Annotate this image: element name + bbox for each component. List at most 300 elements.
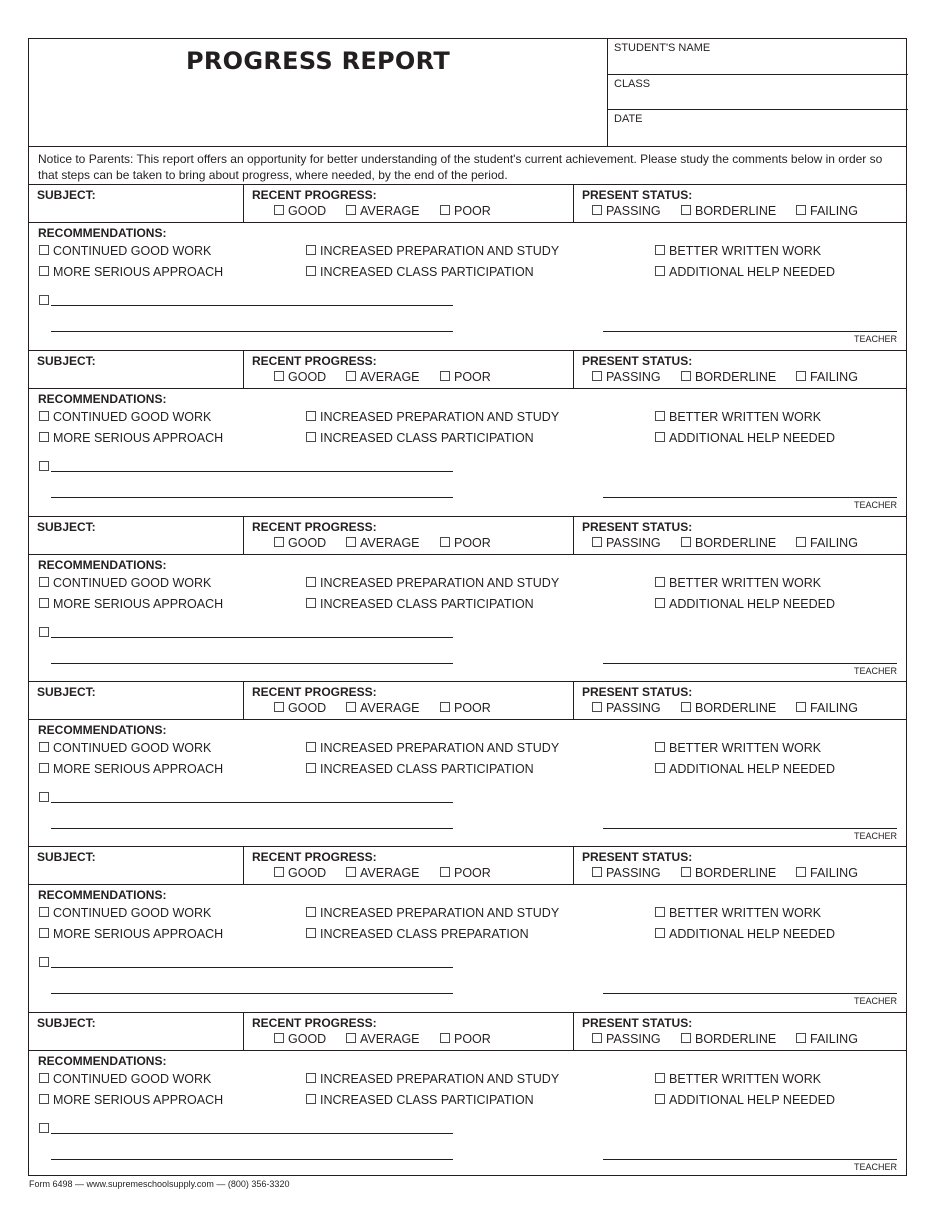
status-option[interactable] bbox=[681, 536, 776, 550]
progress-option[interactable] bbox=[346, 370, 420, 384]
checkbox-icon[interactable] bbox=[346, 537, 356, 547]
subject-cell[interactable] bbox=[29, 1013, 243, 1050]
subject-label: SUBJECT: bbox=[37, 1015, 96, 1030]
progress-option-label: AVERAGE bbox=[360, 535, 420, 550]
subject-header-row bbox=[29, 517, 906, 555]
progress-option-label: GOOD bbox=[288, 700, 327, 715]
subject-section bbox=[29, 681, 906, 846]
progress-option[interactable] bbox=[274, 370, 326, 384]
recommendation-option[interactable] bbox=[306, 906, 559, 920]
present-status-label: PRESENT STATUS: bbox=[582, 850, 693, 865]
checkbox-icon[interactable] bbox=[655, 763, 665, 773]
status-option[interactable] bbox=[681, 866, 776, 880]
present-status-cell bbox=[573, 351, 908, 388]
checkbox-icon[interactable] bbox=[346, 867, 356, 877]
recommendation-option[interactable] bbox=[39, 597, 223, 611]
status-option-label: BORDERLINE bbox=[695, 204, 777, 218]
checkbox-icon[interactable] bbox=[655, 411, 665, 421]
progress-report-form bbox=[28, 38, 907, 1176]
recommendation-label: INCREASED PREPARATION AND STUDY bbox=[320, 1071, 560, 1086]
recommendation-option[interactable] bbox=[655, 265, 835, 279]
checkbox-icon[interactable] bbox=[655, 598, 665, 608]
status-option-label: PASSING bbox=[606, 535, 661, 550]
recommendations-label: RECOMMENDATIONS: bbox=[38, 722, 167, 737]
subject-header-row bbox=[29, 682, 906, 720]
progress-option-label: AVERAGE bbox=[360, 1031, 420, 1046]
checkbox-icon[interactable] bbox=[655, 432, 665, 442]
checkbox-icon[interactable] bbox=[346, 1033, 356, 1043]
recommendation-option[interactable] bbox=[39, 265, 223, 279]
checkbox-icon[interactable] bbox=[306, 1094, 316, 1104]
recommendation-option[interactable] bbox=[655, 244, 821, 258]
checkbox-icon[interactable] bbox=[39, 598, 49, 608]
checkbox-icon[interactable] bbox=[592, 867, 602, 877]
recommendation-label: INCREASED CLASS PARTICIPATION bbox=[320, 596, 534, 611]
present-status-label: PRESENT STATUS: bbox=[582, 684, 693, 699]
status-option[interactable] bbox=[592, 370, 661, 384]
progress-option-label: GOOD bbox=[288, 866, 327, 881]
subject-cell[interactable] bbox=[29, 847, 243, 884]
recommendation-label: INCREASED CLASS PREPARATION bbox=[320, 927, 529, 942]
teacher-signature-line[interactable] bbox=[603, 828, 897, 829]
status-option-label: FAILING bbox=[810, 535, 858, 550]
status-option[interactable] bbox=[592, 1032, 661, 1046]
recommendation-option[interactable] bbox=[306, 244, 559, 258]
recommendation-option[interactable] bbox=[655, 741, 821, 755]
subject-label: SUBJECT: bbox=[37, 354, 96, 369]
checkbox-icon[interactable] bbox=[39, 928, 49, 938]
status-option[interactable] bbox=[796, 370, 858, 384]
checkbox-icon[interactable] bbox=[346, 702, 356, 712]
progress-option[interactable] bbox=[440, 866, 491, 880]
recommendation-option[interactable] bbox=[39, 906, 211, 920]
status-option[interactable] bbox=[681, 204, 776, 218]
recommendation-option[interactable] bbox=[306, 1093, 534, 1107]
other-checkbox[interactable] bbox=[39, 461, 49, 471]
checkbox-icon[interactable] bbox=[655, 742, 665, 752]
recommendation-label: BETTER WRITTEN WORK bbox=[669, 1071, 822, 1086]
checkbox-icon[interactable] bbox=[796, 867, 806, 877]
checkbox-icon[interactable] bbox=[796, 205, 806, 215]
checkbox-icon[interactable] bbox=[274, 205, 284, 215]
checkbox-icon[interactable] bbox=[39, 245, 49, 255]
checkbox-icon[interactable] bbox=[306, 907, 316, 917]
checkbox-icon[interactable] bbox=[274, 537, 284, 547]
present-status-label: PRESENT STATUS: bbox=[582, 188, 693, 202]
subject-label: SUBJECT: bbox=[37, 519, 96, 534]
checkbox-icon[interactable] bbox=[306, 763, 316, 773]
recommendation-option[interactable] bbox=[306, 410, 559, 424]
progress-option-label: GOOD bbox=[288, 204, 327, 218]
date-field[interactable] bbox=[608, 110, 908, 146]
checkbox-icon[interactable] bbox=[796, 371, 806, 381]
comment-line[interactable] bbox=[51, 305, 453, 306]
student-info-panel bbox=[607, 39, 908, 146]
checkbox-icon[interactable] bbox=[655, 907, 665, 917]
status-option[interactable] bbox=[681, 370, 776, 384]
recommendation-option[interactable] bbox=[655, 906, 821, 920]
recommendation-label: INCREASED CLASS PARTICIPATION bbox=[320, 265, 534, 279]
recommendation-option[interactable] bbox=[39, 410, 211, 424]
present-status-cell bbox=[573, 682, 908, 719]
recommendation-option[interactable] bbox=[39, 244, 211, 258]
comment-line[interactable] bbox=[51, 331, 453, 332]
recommendation-option[interactable] bbox=[39, 741, 211, 755]
recent-progress-label: RECENT PROGRESS: bbox=[252, 1015, 377, 1030]
recommendation-option[interactable] bbox=[39, 576, 211, 590]
checkbox-icon[interactable] bbox=[592, 537, 602, 547]
progress-option[interactable] bbox=[440, 701, 491, 715]
subject-header-row bbox=[29, 351, 906, 389]
recommendation-option[interactable] bbox=[39, 1093, 223, 1107]
class-label: CLASS bbox=[614, 77, 651, 90]
checkbox-icon[interactable] bbox=[796, 702, 806, 712]
recent-progress-label: RECENT PROGRESS: bbox=[252, 188, 377, 202]
status-option-label: PASSING bbox=[606, 370, 661, 385]
teacher-signature-line[interactable] bbox=[603, 663, 897, 664]
progress-option-label: GOOD bbox=[288, 1031, 327, 1046]
subject-header-row bbox=[29, 1013, 906, 1051]
recommendations-label: RECOMMENDATIONS: bbox=[38, 226, 167, 240]
status-option[interactable] bbox=[796, 866, 858, 880]
present-status-cell bbox=[573, 847, 908, 884]
recommendation-label: ADDITIONAL HELP NEEDED bbox=[669, 927, 836, 942]
date-label: DATE bbox=[614, 113, 643, 125]
checkbox-icon[interactable] bbox=[440, 205, 450, 215]
progress-option[interactable] bbox=[440, 1032, 491, 1046]
checkbox-icon[interactable] bbox=[306, 245, 316, 255]
checkbox-icon[interactable] bbox=[681, 867, 691, 877]
recommendation-label: MORE SERIOUS APPROACH bbox=[53, 927, 224, 942]
subject-label: SUBJECT: bbox=[37, 684, 96, 699]
recommendation-label: INCREASED PREPARATION AND STUDY bbox=[320, 906, 560, 921]
recommendation-option[interactable] bbox=[39, 927, 223, 941]
teacher-label: TEACHER bbox=[853, 830, 897, 841]
other-checkbox[interactable] bbox=[39, 792, 49, 802]
progress-option[interactable] bbox=[274, 204, 326, 218]
recommendation-label: INCREASED PREPARATION AND STUDY bbox=[320, 410, 560, 425]
checkbox-icon[interactable] bbox=[39, 432, 49, 442]
comment-line[interactable] bbox=[51, 471, 453, 472]
recommendation-label: INCREASED PREPARATION AND STUDY bbox=[320, 740, 560, 755]
present-status-label: PRESENT STATUS: bbox=[582, 519, 693, 534]
progress-option[interactable] bbox=[440, 536, 491, 550]
teacher-signature-line[interactable] bbox=[603, 497, 897, 498]
status-option[interactable] bbox=[796, 204, 858, 218]
recommendation-option[interactable] bbox=[306, 762, 534, 776]
recommendation-label: MORE SERIOUS APPROACH bbox=[53, 596, 224, 611]
recommendation-option[interactable] bbox=[306, 741, 559, 755]
recent-progress-label: RECENT PROGRESS: bbox=[252, 354, 377, 369]
checkbox-icon[interactable] bbox=[274, 1033, 284, 1043]
checkbox-icon[interactable] bbox=[39, 1073, 49, 1083]
progress-option[interactable] bbox=[346, 866, 420, 880]
recent-progress-cell bbox=[243, 1013, 573, 1050]
progress-option[interactable] bbox=[346, 701, 420, 715]
subject-section bbox=[29, 1012, 906, 1177]
recommendation-option[interactable] bbox=[655, 410, 821, 424]
subject-cell[interactable] bbox=[29, 682, 243, 719]
progress-option[interactable] bbox=[274, 1032, 326, 1046]
recent-progress-label: RECENT PROGRESS: bbox=[252, 519, 377, 534]
checkbox-icon[interactable] bbox=[39, 763, 49, 773]
checkbox-icon[interactable] bbox=[681, 205, 691, 215]
status-option-label: FAILING bbox=[810, 204, 858, 218]
student-name-label: STUDENT'S NAME bbox=[614, 42, 711, 54]
progress-option-label: AVERAGE bbox=[360, 204, 420, 218]
teacher-label: TEACHER bbox=[853, 996, 897, 1007]
checkbox-icon[interactable] bbox=[306, 266, 316, 276]
progress-option[interactable] bbox=[346, 536, 420, 550]
checkbox-icon[interactable] bbox=[440, 702, 450, 712]
checkbox-icon[interactable] bbox=[592, 1033, 602, 1043]
status-option[interactable] bbox=[681, 1032, 776, 1046]
checkbox-icon[interactable] bbox=[655, 577, 665, 587]
present-status-cell bbox=[573, 185, 908, 222]
progress-option-label: AVERAGE bbox=[360, 370, 420, 385]
status-option-label: PASSING bbox=[606, 700, 661, 715]
status-option-label: PASSING bbox=[606, 204, 661, 218]
checkbox-icon[interactable] bbox=[306, 411, 316, 421]
progress-option[interactable] bbox=[440, 370, 491, 384]
checkbox-icon[interactable] bbox=[655, 1094, 665, 1104]
checkbox-icon[interactable] bbox=[592, 371, 602, 381]
teacher-signature-line[interactable] bbox=[603, 1159, 897, 1160]
progress-option[interactable] bbox=[274, 536, 326, 550]
recommendations-label: RECOMMENDATIONS: bbox=[38, 1053, 167, 1068]
recommendation-label: BETTER WRITTEN WORK bbox=[669, 906, 822, 921]
subject-section bbox=[29, 516, 906, 681]
checkbox-icon[interactable] bbox=[346, 205, 356, 215]
status-option-label: BORDERLINE bbox=[695, 535, 777, 550]
comment-line[interactable] bbox=[51, 663, 453, 664]
recent-progress-cell bbox=[243, 517, 573, 554]
recommendation-label: BETTER WRITTEN WORK bbox=[669, 575, 822, 590]
status-option[interactable] bbox=[592, 866, 661, 880]
checkbox-icon[interactable] bbox=[39, 411, 49, 421]
recommendation-label: ADDITIONAL HELP NEEDED bbox=[669, 1092, 836, 1107]
checkbox-icon[interactable] bbox=[274, 371, 284, 381]
status-option-label: FAILING bbox=[810, 1031, 858, 1046]
recommendation-option[interactable] bbox=[655, 576, 821, 590]
status-option[interactable] bbox=[796, 536, 858, 550]
other-checkbox[interactable] bbox=[39, 627, 49, 637]
recommendation-label: INCREASED CLASS PARTICIPATION bbox=[320, 761, 534, 776]
progress-option-label: GOOD bbox=[288, 535, 327, 550]
recommendation-option[interactable] bbox=[306, 927, 529, 941]
comment-line[interactable] bbox=[51, 828, 453, 829]
recent-progress-label: RECENT PROGRESS: bbox=[252, 684, 377, 699]
recommendation-label: INCREASED CLASS PARTICIPATION bbox=[320, 431, 534, 446]
checkbox-icon[interactable] bbox=[346, 371, 356, 381]
progress-option-label: GOOD bbox=[288, 370, 327, 385]
recommendation-option[interactable] bbox=[655, 431, 835, 445]
recommendation-label: BETTER WRITTEN WORK bbox=[669, 740, 822, 755]
checkbox-icon[interactable] bbox=[440, 867, 450, 877]
checkbox-icon[interactable] bbox=[681, 702, 691, 712]
progress-option-label: POOR bbox=[454, 1031, 491, 1046]
recommendation-option[interactable] bbox=[39, 1072, 211, 1086]
status-option[interactable] bbox=[592, 204, 661, 218]
recommendation-label: BETTER WRITTEN WORK bbox=[669, 244, 822, 258]
recent-progress-label: RECENT PROGRESS: bbox=[252, 850, 377, 865]
subject-header-row bbox=[29, 185, 906, 223]
recommendation-label: INCREASED PREPARATION AND STUDY bbox=[320, 244, 560, 258]
status-option-label: FAILING bbox=[810, 370, 858, 385]
recommendation-label: CONTINUED GOOD WORK bbox=[53, 1071, 212, 1086]
status-option[interactable] bbox=[681, 701, 776, 715]
other-checkbox[interactable] bbox=[39, 295, 49, 305]
student-name-field[interactable] bbox=[608, 39, 908, 75]
recommendation-label: CONTINUED GOOD WORK bbox=[53, 740, 212, 755]
recommendation-option[interactable] bbox=[306, 1072, 559, 1086]
teacher-signature-line[interactable] bbox=[603, 331, 897, 332]
recommendation-option[interactable] bbox=[655, 1093, 835, 1107]
checkbox-icon[interactable] bbox=[306, 598, 316, 608]
progress-option[interactable] bbox=[274, 701, 326, 715]
recommendation-label: BETTER WRITTEN WORK bbox=[669, 410, 822, 425]
report-header bbox=[29, 39, 906, 147]
checkbox-icon[interactable] bbox=[655, 245, 665, 255]
recommendation-option[interactable] bbox=[655, 597, 835, 611]
checkbox-icon[interactable] bbox=[274, 702, 284, 712]
checkbox-icon[interactable] bbox=[681, 1033, 691, 1043]
comment-line[interactable] bbox=[51, 637, 453, 638]
recommendations-label: RECOMMENDATIONS: bbox=[38, 557, 167, 572]
progress-option[interactable] bbox=[274, 866, 326, 880]
checkbox-icon[interactable] bbox=[39, 577, 49, 587]
recommendation-label: MORE SERIOUS APPROACH bbox=[53, 431, 224, 446]
status-option-label: PASSING bbox=[606, 1031, 661, 1046]
status-option-label: FAILING bbox=[810, 866, 858, 881]
subject-cell[interactable] bbox=[29, 517, 243, 554]
checkbox-icon[interactable] bbox=[655, 1073, 665, 1083]
checkbox-icon[interactable] bbox=[39, 266, 49, 276]
teacher-label: TEACHER bbox=[853, 334, 897, 344]
checkbox-icon[interactable] bbox=[274, 867, 284, 877]
notice-to-parents: Notice to Parents: This report offers an opportunity for better understanding of the student's current achievement. Please study the comments below in order so that steps can be taken to bring about progress, where needed, by the end of the period. bbox=[29, 146, 906, 185]
checkbox-icon[interactable] bbox=[796, 537, 806, 547]
recommendation-option[interactable] bbox=[306, 265, 534, 279]
subject-section bbox=[29, 185, 906, 350]
progress-option[interactable] bbox=[346, 1032, 420, 1046]
recommendation-option[interactable] bbox=[655, 1072, 821, 1086]
form-footer: Form 6498 — www.supremeschoolsupply.com — (800) 356-3320 bbox=[29, 1179, 290, 1189]
recommendation-label: INCREASED CLASS PARTICIPATION bbox=[320, 1092, 534, 1107]
status-option-label: PASSING bbox=[606, 866, 661, 881]
checkbox-icon[interactable] bbox=[306, 928, 316, 938]
teacher-signature-line[interactable] bbox=[603, 993, 897, 994]
subject-cell[interactable] bbox=[29, 351, 243, 388]
recommendation-option[interactable] bbox=[655, 927, 835, 941]
status-option[interactable] bbox=[592, 536, 661, 550]
recommendation-label: INCREASED PREPARATION AND STUDY bbox=[320, 575, 560, 590]
progress-option-label: POOR bbox=[454, 535, 491, 550]
checkbox-icon[interactable] bbox=[39, 907, 49, 917]
recommendation-label: CONTINUED GOOD WORK bbox=[53, 244, 212, 258]
checkbox-icon[interactable] bbox=[592, 205, 602, 215]
recommendation-label: MORE SERIOUS APPROACH bbox=[53, 761, 224, 776]
checkbox-icon[interactable] bbox=[306, 432, 316, 442]
checkbox-icon[interactable] bbox=[39, 742, 49, 752]
subject-section bbox=[29, 846, 906, 1011]
progress-option-label: POOR bbox=[454, 204, 491, 218]
progress-option-label: POOR bbox=[454, 700, 491, 715]
checkbox-icon[interactable] bbox=[796, 1033, 806, 1043]
recommendations-label: RECOMMENDATIONS: bbox=[38, 888, 167, 903]
recommendation-option[interactable] bbox=[306, 597, 534, 611]
checkbox-icon[interactable] bbox=[440, 1033, 450, 1043]
comment-line[interactable] bbox=[51, 967, 453, 968]
checkbox-icon[interactable] bbox=[306, 742, 316, 752]
recommendation-label: MORE SERIOUS APPROACH bbox=[53, 1092, 224, 1107]
status-option-label: BORDERLINE bbox=[695, 370, 777, 385]
comment-line[interactable] bbox=[51, 802, 453, 803]
progress-option[interactable] bbox=[440, 204, 491, 218]
present-status-cell bbox=[573, 517, 908, 554]
recent-progress-cell bbox=[243, 847, 573, 884]
comment-line[interactable] bbox=[51, 993, 453, 994]
status-option[interactable] bbox=[796, 701, 858, 715]
status-option-label: BORDERLINE bbox=[695, 700, 777, 715]
teacher-label: TEACHER bbox=[853, 1161, 897, 1172]
recommendation-option[interactable] bbox=[306, 576, 559, 590]
checkbox-icon[interactable] bbox=[655, 266, 665, 276]
recommendation-option[interactable] bbox=[306, 431, 534, 445]
subject-label: SUBJECT: bbox=[37, 188, 96, 202]
checkbox-icon[interactable] bbox=[440, 537, 450, 547]
recommendation-label: ADDITIONAL HELP NEEDED bbox=[669, 265, 836, 279]
comment-line[interactable] bbox=[51, 1133, 453, 1134]
status-option-label: FAILING bbox=[810, 700, 858, 715]
recommendation-label: CONTINUED GOOD WORK bbox=[53, 410, 212, 425]
recommendation-label: ADDITIONAL HELP NEEDED bbox=[669, 431, 836, 446]
recommendation-option[interactable] bbox=[39, 762, 223, 776]
other-checkbox[interactable] bbox=[39, 957, 49, 967]
checkbox-icon[interactable] bbox=[655, 928, 665, 938]
status-option[interactable] bbox=[796, 1032, 858, 1046]
recommendation-label: CONTINUED GOOD WORK bbox=[53, 906, 212, 921]
class-field[interactable] bbox=[608, 75, 908, 111]
comment-line[interactable] bbox=[51, 497, 453, 498]
recommendation-option[interactable] bbox=[39, 431, 223, 445]
progress-option-label: AVERAGE bbox=[360, 866, 420, 881]
recommendation-option[interactable] bbox=[655, 762, 835, 776]
recommendation-label: MORE SERIOUS APPROACH bbox=[53, 265, 224, 279]
subject-cell[interactable] bbox=[29, 185, 243, 222]
present-status-label: PRESENT STATUS: bbox=[582, 354, 693, 369]
recent-progress-cell bbox=[243, 351, 573, 388]
comment-line[interactable] bbox=[51, 1159, 453, 1160]
progress-option[interactable] bbox=[346, 204, 420, 218]
present-status-label: PRESENT STATUS: bbox=[582, 1015, 693, 1030]
recommendation-label: ADDITIONAL HELP NEEDED bbox=[669, 596, 836, 611]
subject-section bbox=[29, 350, 906, 515]
teacher-label: TEACHER bbox=[853, 665, 897, 676]
status-option[interactable] bbox=[592, 701, 661, 715]
recommendations-label: RECOMMENDATIONS: bbox=[38, 392, 167, 407]
checkbox-icon[interactable] bbox=[592, 702, 602, 712]
checkbox-icon[interactable] bbox=[306, 1073, 316, 1083]
checkbox-icon[interactable] bbox=[681, 371, 691, 381]
recent-progress-cell bbox=[243, 185, 573, 222]
checkbox-icon[interactable] bbox=[440, 371, 450, 381]
recommendation-label: ADDITIONAL HELP NEEDED bbox=[669, 761, 836, 776]
checkbox-icon[interactable] bbox=[306, 577, 316, 587]
other-checkbox[interactable] bbox=[39, 1123, 49, 1133]
checkbox-icon[interactable] bbox=[681, 537, 691, 547]
checkbox-icon[interactable] bbox=[39, 1094, 49, 1104]
